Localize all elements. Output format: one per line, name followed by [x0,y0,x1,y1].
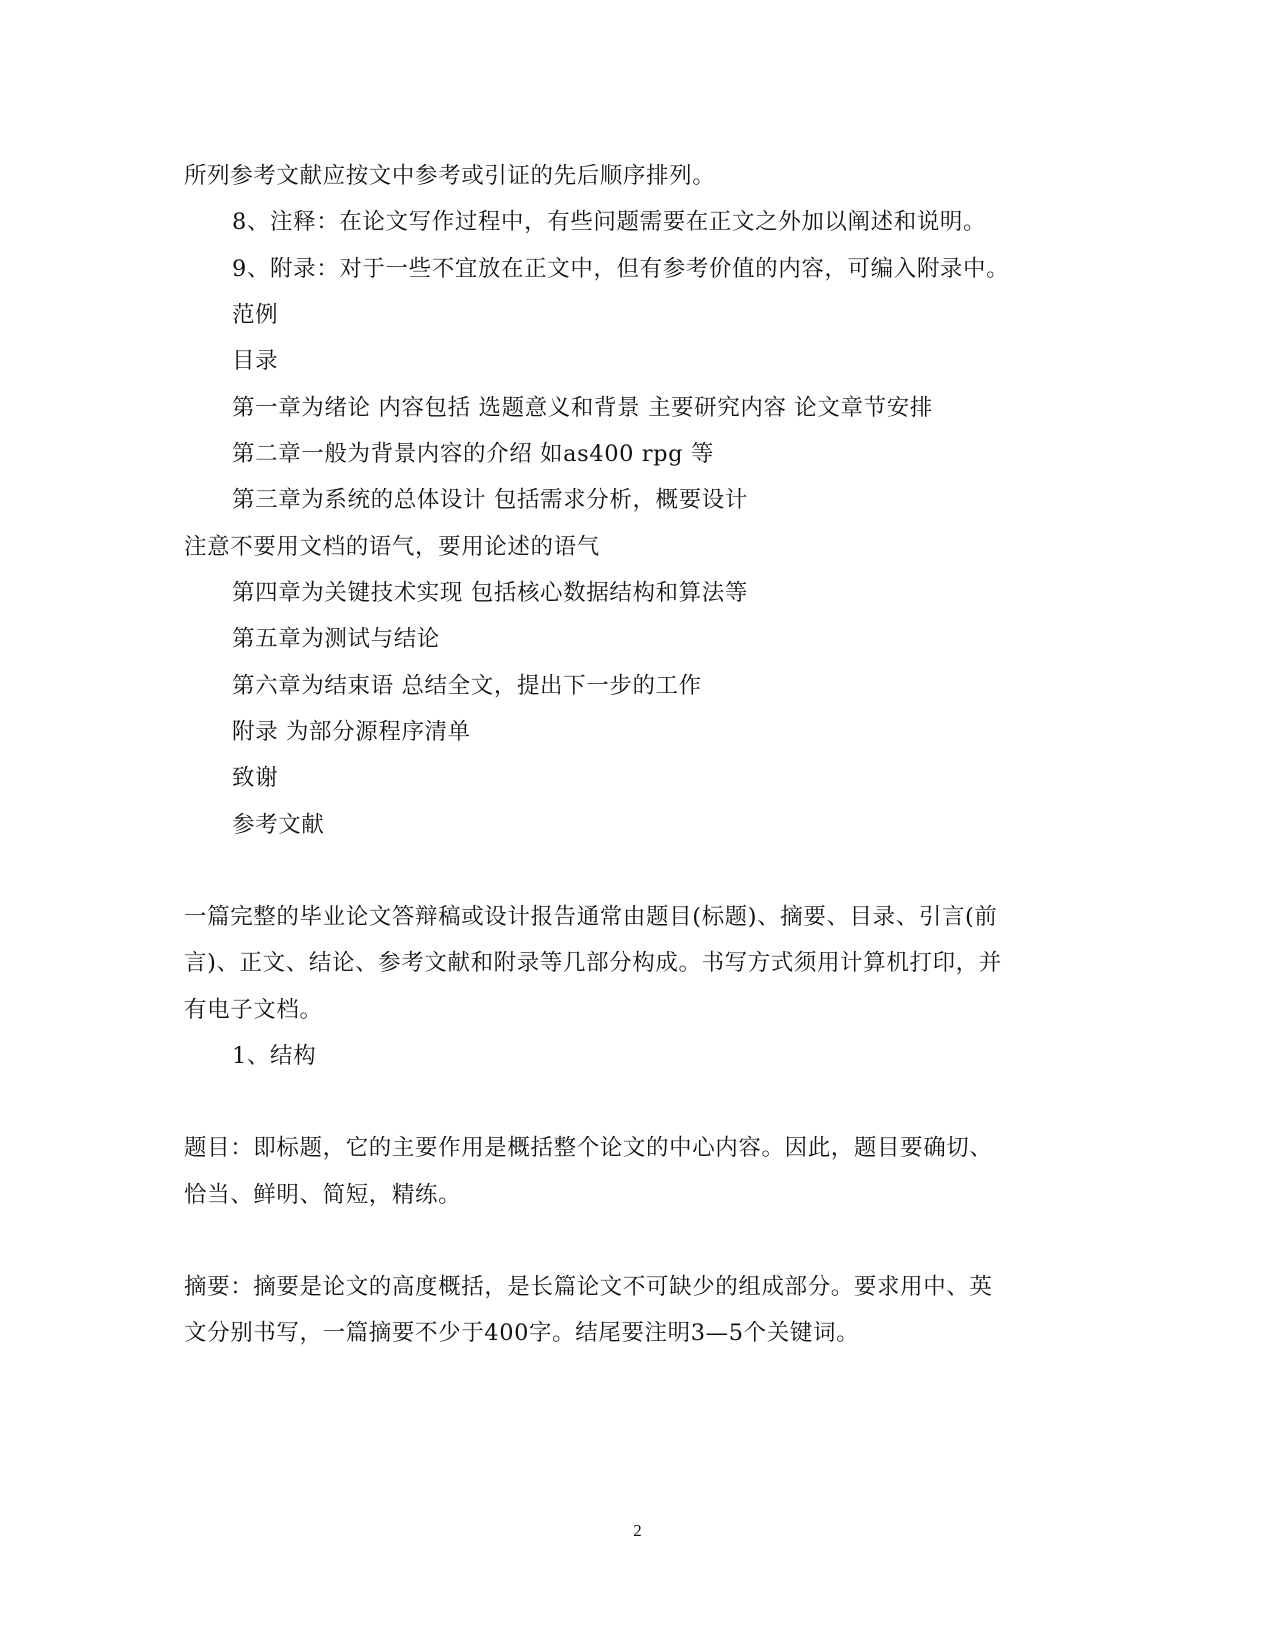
text-line: 第五章为测试与结论 [232,626,440,652]
text-line: 第二章一般为背景内容的介绍 如as400 rpg 等 [232,441,715,467]
text-line: 目录 [232,348,279,374]
text-line: 致谢 [232,765,279,791]
text-line: 范例 [232,302,279,328]
text-line: 恰当、鲜明、简短，精练。 [184,1182,462,1208]
text-line: 摘要：摘要是论文的高度概括，是长篇论文不可缺少的组成部分。要求用中、英 [184,1274,993,1300]
page-number: 2 [633,1521,642,1540]
text-line: 有电子文档。 [184,997,323,1023]
text-line: 1、结构 [232,1043,317,1069]
text-line: 第四章为关键技术实现 包括核心数据结构和算法等 [232,580,748,606]
text-line: 文分别书写，一篇摘要不少于400字。结尾要注明3—5个关键词。 [184,1320,860,1346]
text-line: 所列参考文献应按文中参考或引证的先后顺序排列。 [184,163,716,189]
text-line: 题目：即标题，它的主要作用是概括整个论文的中心内容。因此，题目要确切、 [184,1135,993,1161]
text-line: 第一章为绪论 内容包括 选题意义和背景 主要研究内容 论文章节安排 [232,395,933,421]
text-line: 参考文献 [232,812,325,838]
text-line: 第六章为结束语 总结全文，提出下一步的工作 [232,673,702,699]
text-line: 言)、正文、结论、参考文献和附录等几部分构成。书写方式须用计算机打印，并 [184,950,1002,976]
text-line: 9、附录：对于一些不宜放在正文中，但有参考价值的内容，可编入附录中。 [232,256,1010,282]
text-line: 一篇完整的毕业论文答辩稿或设计报告通常由题目(标题)、摘要、目录、引言(前 [184,904,998,930]
text-line: 8、注释：在论文写作过程中，有些问题需要在正文之外加以阐述和说明。 [232,209,987,235]
text-line: 附录 为部分源程序清单 [232,719,471,745]
text-line: 第三章为系统的总体设计 包括需求分析，概要设计 [232,487,748,513]
text-line: 注意不要用文档的语气，要用论述的语气 [184,534,600,560]
